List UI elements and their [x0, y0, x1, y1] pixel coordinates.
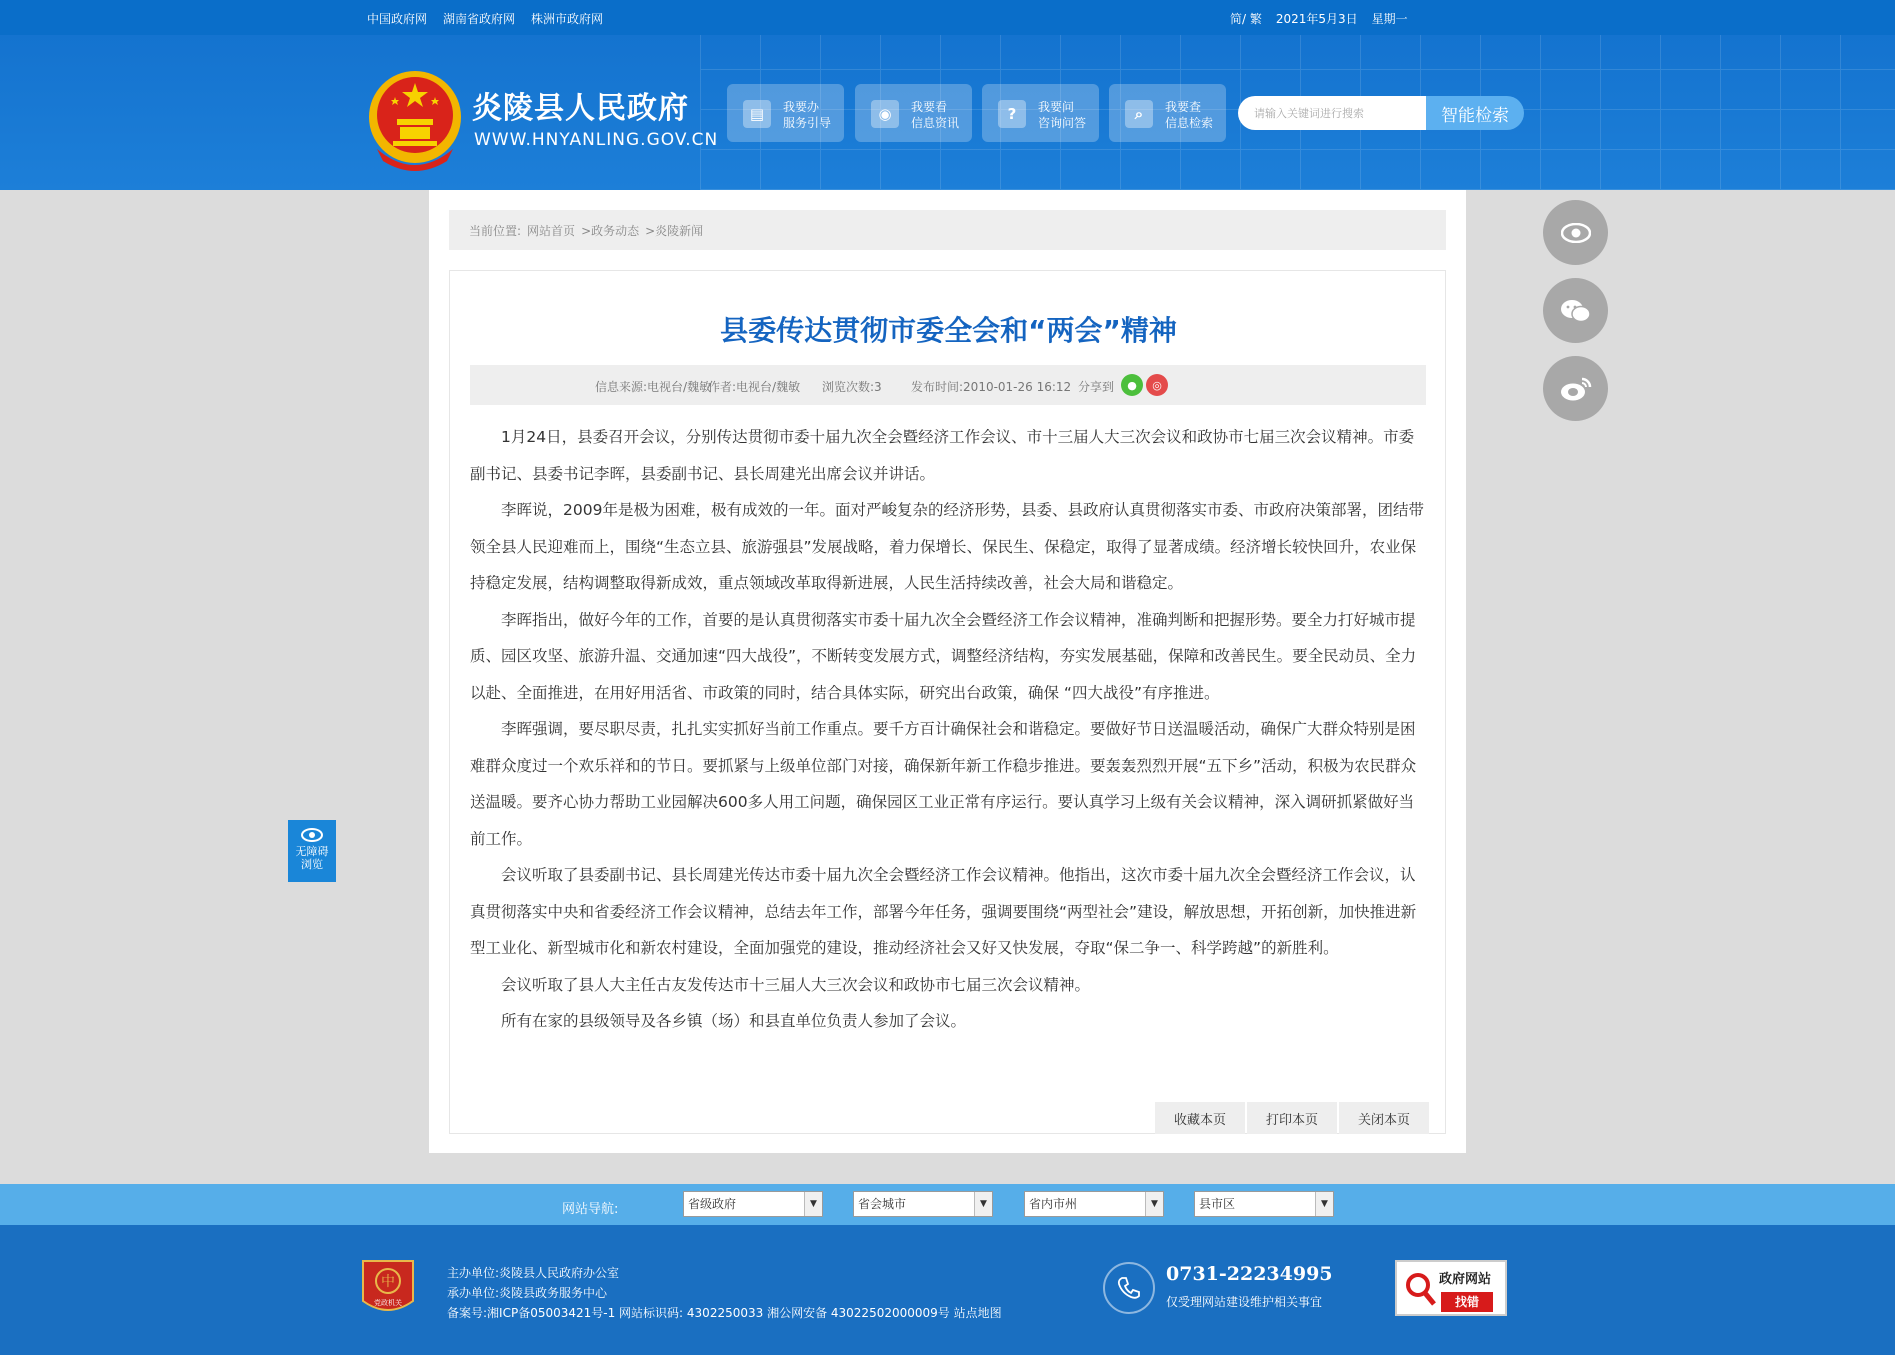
quick-btn-sublabel: 服务引导 [783, 116, 832, 130]
bookmark-button[interactable]: 收藏本页 [1155, 1102, 1245, 1134]
top-bar [0, 0, 1895, 35]
report-error-button[interactable] [1395, 1260, 1507, 1316]
svg-text:党政机关: 党政机关 [374, 1299, 402, 1307]
print-button[interactable]: 打印本页 [1247, 1102, 1337, 1134]
accessibility-label: 无障碍 [295, 845, 329, 858]
eye-icon [301, 828, 323, 842]
chevron-down-icon: ▼ [804, 1192, 822, 1216]
weibo-icon [1560, 376, 1592, 402]
gov-links [367, 10, 603, 27]
chevron-down-icon: ▼ [1315, 1192, 1333, 1216]
link-zhuzhou-gov[interactable]: 株洲市政府网 [531, 12, 604, 26]
meta-published: 发布时间:2010-01-26 16:12 [911, 380, 1072, 394]
phone-icon [1103, 1262, 1155, 1314]
article-paragraph: 会议听取了县委副书记、县长周建光传达市委十届九次全会暨经济工作会议精神。他指出，这次市委十届九次全会暨经济工作会议，认真贯彻落实中央和省委经济工作会议精神，总结去年工作，部署今年任务，强调要围绕“两型社会”建设，解放思想，开拓创新，加快推进新型工业化、新型城市化和新农村建设，全面加强党的建设，推动经济社会又好又快发展，夺取“保二争一、科学跨越”的新胜利。 [470, 866, 1417, 957]
search-input[interactable] [1238, 96, 1426, 130]
article-paragraph: 会议听取了县人大主任古友发传达市十三届人大三次会议和政协市七届三次会议精神。 [501, 975, 1091, 994]
current-weekday: 星期一 [1371, 12, 1408, 26]
article-meta [470, 365, 1426, 405]
quick-btn-service[interactable] [727, 84, 844, 142]
footer-info [447, 1263, 1002, 1323]
site-domain: WWW.HNYANLING.GOV.CN [474, 130, 719, 150]
top-right [1230, 10, 1408, 27]
accessibility-button[interactable] [288, 820, 336, 882]
meta-views: 浏览次数:3 [822, 380, 882, 394]
current-date: 2021年5月3日 [1275, 12, 1358, 26]
site-title: 炎陵县人民政府 [472, 91, 689, 126]
weibo-share-icon[interactable]: ◎ [1146, 374, 1168, 396]
quick-btn-search[interactable] [1109, 84, 1226, 142]
footer-host: 主办单位:炎陵县人民政府办公室 [447, 1266, 620, 1280]
chevron-down-icon: ▼ [1145, 1192, 1163, 1216]
breadcrumb-prefix: 当前位置: [469, 223, 522, 238]
quick-btn-label: 我要办 [783, 100, 820, 114]
search-icon: ⌕ [1125, 100, 1153, 128]
eye-icon [1561, 223, 1591, 243]
eye-icon: ◉ [871, 100, 899, 128]
quick-btn-info[interactable] [855, 84, 972, 142]
article [449, 270, 1446, 1134]
quick-btn-label: 我要看 [911, 100, 948, 114]
article-paragraph: 所有在家的县级领导及各乡镇（场）和县直单位负责人参加了会议。 [501, 1012, 967, 1030]
float-wechat-button[interactable] [1543, 278, 1608, 343]
article-paragraph: 李晖指出，做好今年的工作，首要的是认真贯彻落实市委十届九次全会暨经济工作会议精神，准确判断和把握形势。要全力打好城市提质、园区攻坚、旅游升温、交通加速“四大战役”，不断转变发展方式，调整经济结构，夯实发展基础，保障和改善民生。要全民动员、全力以赴、全面推进，在用好用活省、市政策的同时，结合具体实际，研究出台政策，确保 “四大战役”有序推进。 [470, 610, 1417, 702]
footer-phone: 0731-22234995 [1166, 1263, 1333, 1285]
svg-text:中: 中 [381, 1274, 395, 1290]
wechat-icon [1560, 298, 1592, 324]
chevron-down-icon: ▼ [974, 1192, 992, 1216]
lang-toggle[interactable]: 简/ 繁 [1230, 12, 1262, 26]
footer-record[interactable]: 备案号:湘ICP备05003421号-1 网站标识码: 4302250033 湘公网安备 43022502000009号 站点地图 [447, 1306, 1002, 1320]
select-value: 省会城市 [858, 1197, 907, 1211]
close-page-button[interactable]: 关闭本页 [1339, 1102, 1429, 1134]
accessibility-sublabel: 浏览 [301, 858, 323, 871]
magnifier-icon [1403, 1270, 1437, 1310]
footer-phone-note: 仅受理网站建设维护相关事宜 [1166, 1295, 1323, 1309]
select-value: 省级政府 [688, 1197, 737, 1211]
national-emblem-icon [367, 69, 463, 173]
search-button[interactable]: 智能检索 [1426, 96, 1524, 130]
float-weibo-button[interactable] [1543, 356, 1608, 421]
article-paragraph: 李晖强调，要尽职尽责，扎扎实实抓好当前工作重点。要千方百计确保社会和谐稳定。要做好节日送温暖活动，确保广大群众特别是困难群众度过一个欢乐祥和的节日。要抓紧与上级单位部门对接，确保新年新工作稳步推进。要轰轰烈烈开展“五下乡”活动，积极为农民群众送温暖。要齐心协力帮助工业园解决600多人用工问题，确保园区工业正常有序运行。要认真学习上级有关会议精神，深入调研抓紧做好当前工作。 [470, 720, 1417, 848]
question-icon: ? [998, 100, 1026, 128]
link-china-gov[interactable]: 中国政府网 [367, 12, 428, 26]
article-actions [1155, 1102, 1429, 1134]
select-counties[interactable] [1194, 1191, 1334, 1217]
site-nav-bar [0, 1184, 1895, 1225]
report-error-title: 政府网站 [1439, 1272, 1492, 1287]
party-gov-badge-icon[interactable] [361, 1257, 415, 1319]
select-prefectures[interactable] [1024, 1191, 1164, 1217]
quick-btn-label: 我要问 [1038, 100, 1075, 114]
quick-btn-sublabel: 信息检索 [1165, 116, 1214, 130]
footer-organizer: 承办单位:炎陵县政务服务中心 [447, 1286, 608, 1300]
select-value: 县市区 [1199, 1197, 1236, 1211]
breadcrumb [449, 210, 1446, 250]
select-provincial-gov[interactable] [683, 1191, 823, 1217]
quick-btn-ask[interactable] [982, 84, 1099, 142]
meta-author: 作者:电视台/魏敏 [708, 380, 801, 394]
meta-share-label: 分享到 [1078, 380, 1115, 394]
breadcrumb-home[interactable]: 网站首页 [527, 223, 576, 238]
site-nav-label: 网站导航: [562, 1202, 619, 1217]
article-paragraph: 李晖说，2009年是极为困难，极有成效的一年。面对严峻复杂的经济形势，县委、县政府认真贯彻落实市委、市政府决策部署，团结带领全县人民迎难而上，围绕“生态立县、旅游强县”发展战略，着力保增长、保民生、保稳定，取得了显著成绩。经济增长较快回升，农业保持稳定发展，结构调整取得新成效，重点领域改革取得新进展，人民生活持续改善，社会大局和谐稳定。 [470, 501, 1424, 592]
report-error-label: 找错 [1441, 1292, 1493, 1312]
article-title: 县委传达贯彻市委全会和“两会”精神 [720, 314, 1177, 347]
footer [0, 1225, 1895, 1355]
article-body [470, 419, 1427, 1040]
breadcrumb-local-news[interactable]: >炎陵新闻 [645, 223, 704, 238]
article-paragraph: 1月24日，县委召开会议，分别传达贯彻市委十届九次全会暨经济工作会议、市十三届人大三次会议和政协市七届三次会议精神。市委副书记、县委书记李晖，县委副书记、县长周建光出席会议并讲话。 [470, 428, 1415, 483]
site-header [0, 35, 1895, 190]
breadcrumb-news[interactable]: >政务动态 [581, 223, 640, 238]
document-icon: ▤ [743, 100, 771, 128]
link-hunan-gov[interactable]: 湖南省政府网 [443, 12, 516, 26]
select-capital-cities[interactable] [853, 1191, 993, 1217]
meta-source: 信息来源:电视台/魏敏 [595, 380, 712, 394]
quick-btn-label: 我要查 [1165, 100, 1202, 114]
select-value: 省内市州 [1029, 1197, 1078, 1211]
main-panel [429, 190, 1466, 1153]
wechat-share-icon[interactable]: ● [1121, 374, 1143, 396]
quick-btn-sublabel: 咨询问答 [1038, 116, 1087, 130]
quick-btn-sublabel: 信息资讯 [911, 116, 960, 130]
float-eye-button[interactable] [1543, 200, 1608, 265]
